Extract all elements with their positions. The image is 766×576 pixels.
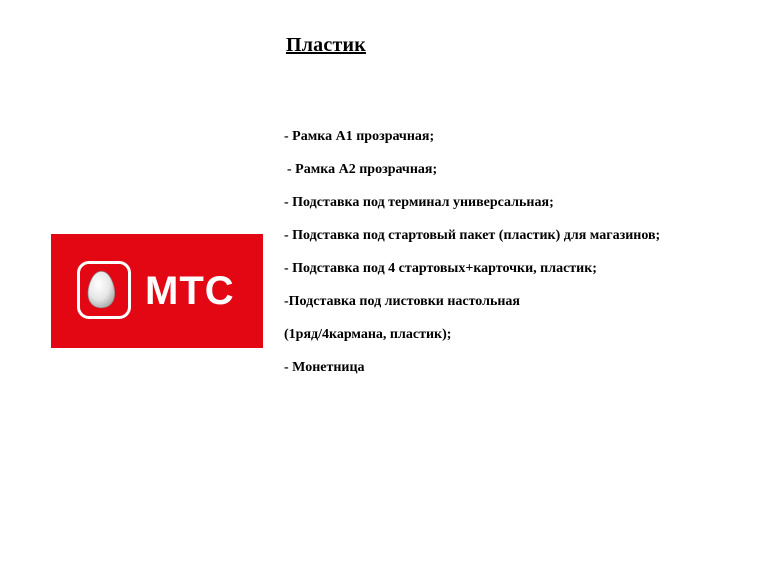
list-item: - Подставка под стартовый пакет (пластик) для магазинов; [284,228,661,243]
list-item: - Подставка под терминал универсальная; [284,195,554,210]
mts-logo [51,234,263,348]
list-item: -Подставка под листовки настольная [284,294,521,309]
egg-logo-icon [77,261,131,319]
list-item: - Рамка А1 прозрачная; [284,129,435,144]
list-item: - Подставка под 4 стартовых+карточки, пластик; [284,261,597,276]
logo-text: МТС [145,269,235,313]
list-item: - Рамка А2 прозрачная; [287,162,438,177]
list-item: - Монетница [284,360,365,375]
page-title: Пластик [286,34,366,56]
items-list [284,128,660,392]
list-item: (1ряд/4кармана, пластик); [284,327,452,342]
